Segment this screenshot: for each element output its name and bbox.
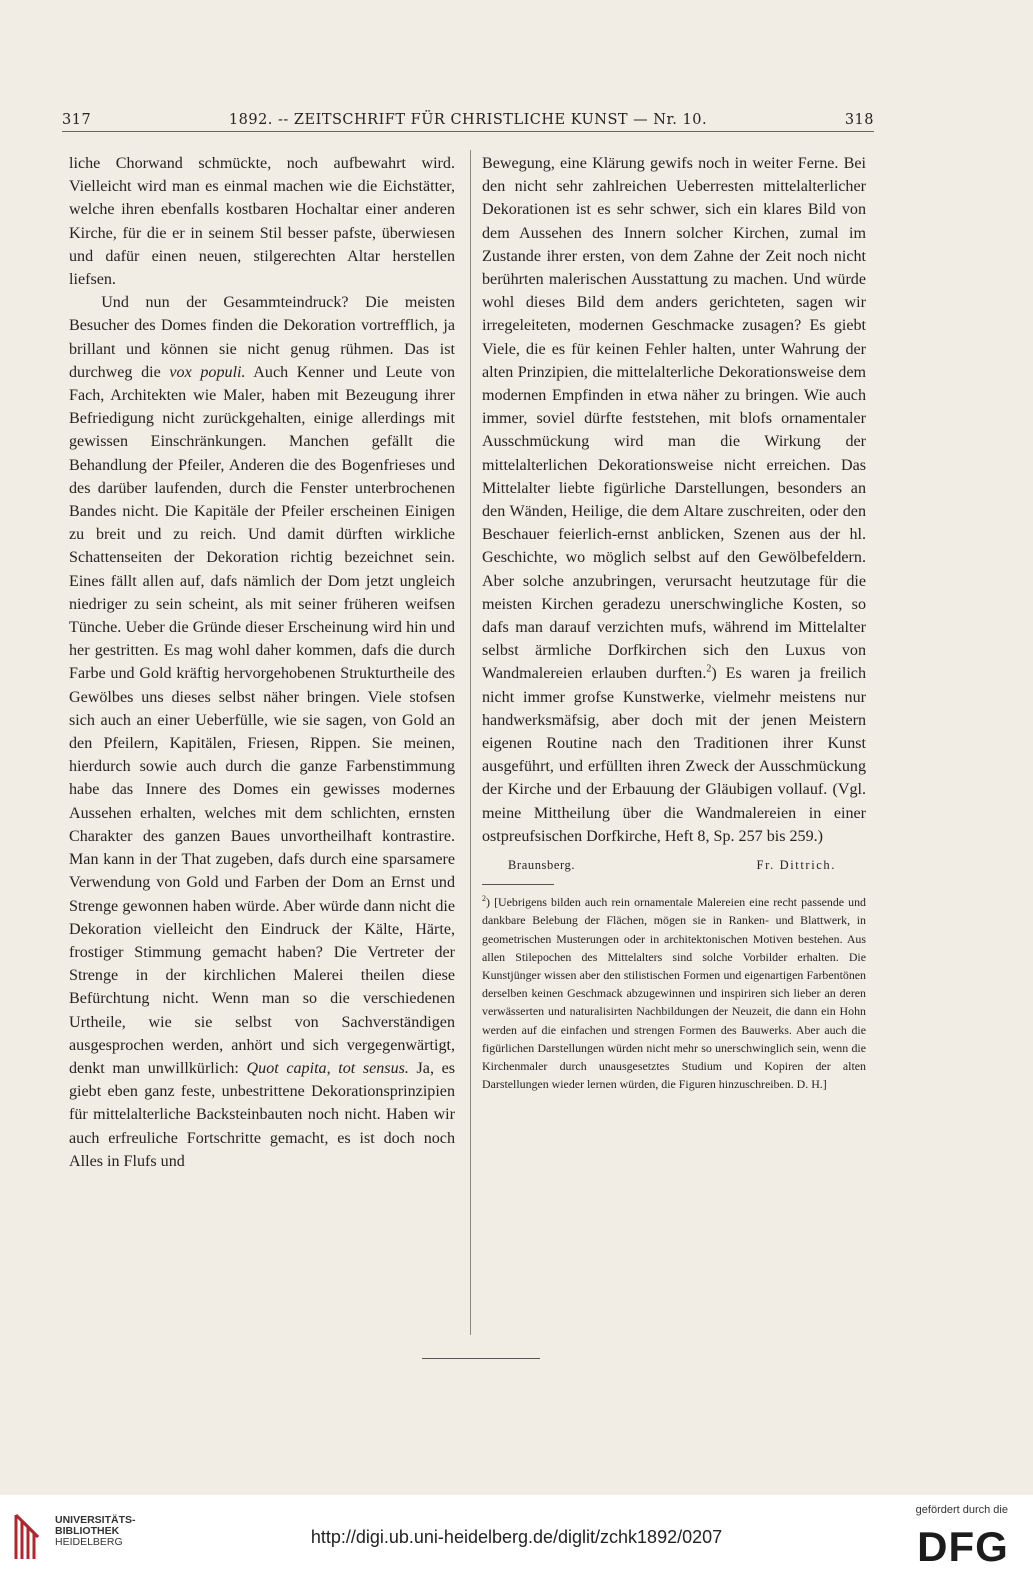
footnote: $^2$) [Uebrigens bilden auch rein ornamentale Malereien eine recht passende und dankbare Belebung der Flächen, mögen sie in Ranken- und Blattwerk, in geometrischen Musterungen oder in architektonischen Motiven bestehen. Aus allen Stilepochen des Mittelalters sind solche Vorbilder erhalten. Die Kunstjünger wissen aber den stilistischen Formen und eigenartigen Farbentönen derselben keinen Geschmack abzugewinnen und inspiriren sich lieber an deren verwässerten und naturalisirten Nachbildungen der Neuzeit, die dann ein Hohn werden auf die einfachen und strengen Formen des Bauwerks. Aber auch die figürlichen Darstellungen würden nicht mehr so unerschwinglich sein, wenn die Kirchenmaler durch unausgesetztes Studium und Kopiren der alten Darstellungen wieder lernen würden, die Figuren hinzuschreiben. D. H.] bbox=[482, 894, 866, 1092]
latin-phrase: Quot capita, tot sensus. bbox=[246, 1059, 409, 1077]
page-number-right: 318 bbox=[844, 112, 874, 128]
dfg-logo-text: DFG bbox=[917, 1523, 1009, 1567]
right-column bbox=[482, 152, 866, 1093]
digitization-footer bbox=[0, 1495, 1033, 1585]
footnote-rule bbox=[482, 884, 554, 885]
footnote-number: 2 bbox=[482, 894, 486, 904]
funded-by-label: gefördert durch die bbox=[915, 1504, 1008, 1516]
library-name: UNIVERSITÄTS- BIBLIOTHEK HEIDELBERG bbox=[55, 1514, 136, 1548]
page-number-left: 317 bbox=[62, 112, 92, 128]
running-header bbox=[62, 108, 874, 132]
header-rule bbox=[62, 131, 874, 132]
bottom-rule bbox=[422, 1358, 540, 1359]
column-divider bbox=[470, 150, 471, 1335]
latin-phrase: vox populi. bbox=[169, 363, 246, 381]
sign-author: Fr. Dittrich. bbox=[756, 858, 836, 873]
paragraph: Bewegung, eine Klärung gewifs noch in weiter Ferne. Bei den nicht sehr zahlreichen Ueberresten mittelalterlicher Dekorationen ist es sehr schwer, sich ein klares Bild von dem Aussehen des Innern solcher Kirchen, zumal im Zustande ihrer ersten, von dem Zahne der Zeit noch nicht berührten malerischen Ausstattung zu machen. Und würde wohl dieses Bild dem anders gerichteten, sagen wir irregeleiteten, modernen Geschmacke zusagen? Es giebt Viele, die es für keinen Fehler halten, unter Wahrung der alten Prinzipien, die mittelalterliche Dekorationsweise dem modernen Empfinden in etwa näher zu bringen. Wie auch immer, soviel dürfte feststehen, mit blofs ornamentaler Ausschmückung wird man die Wirkung der mittelalterlichen Dekorationsweise nicht erreichen. Das Mittelalter liebte figürliche Darstellungen, besonders an den Wänden, Heilige, die dem Altare zuschreiten, oder den Beschauer feierlich-ernst anblicken, Szenen aus der hl. Geschichte, wo möglich selbst auf den Gewölbefeldern. Aber solche anzubringen, verursacht heutzutage für die meisten Kirchen geradezu unerschwingliche Kosten, so dafs man darauf verzichten mufs, während im Mittelalter selbst ärmliche Dorfkirchen sich den Luxus von Wandmalereien erlauben durften.$^2$) Es waren ja freilich nicht immer grofse Kunstwerke, vielmehr meistens nur handwerksmäfsig, aber doch mit der jenen Meistern eigenen Routine nach den Traditionen ihrer Kunst ausgeführt, und erfüllten ihren Zweck der Ausschmückung der Kirche und der Erbauung der Gläubigen vollauf. (Vgl. meine Mittheilung über die Wandmalereien in einer ostpreufsischen Dorfkirche, Heft 8, Sp. 257 bis 259.) bbox=[482, 155, 866, 845]
footnote-ref[interactable]: 2 bbox=[706, 664, 712, 676]
signature-line bbox=[482, 850, 866, 874]
left-column bbox=[69, 152, 455, 1173]
paragraph: liche Chorwand schmückte, noch aufbewahrt wird. Vielleicht wird man es einmal machen wie die Eichstätter, welche ihren ebenfalls kostbaren Hochaltar einer anderen Kirche, für die er in seinem Stil besser pafste, überwiesen und dafür einen neuen, stilgerechten Altar herstellen liefsen. bbox=[69, 155, 455, 289]
journal-title: 1892. -- ZEITSCHRIFT FÜR CHRISTLICHE KUNST — Nr. 10. bbox=[228, 112, 708, 128]
dfg-logo-icon bbox=[917, 1523, 1009, 1567]
sign-place: Braunsberg. bbox=[508, 858, 576, 873]
permalink-url[interactable]: http://digi.ub.uni-heidelberg.de/diglit/zchk1892/0207 bbox=[310, 1527, 723, 1547]
paragraph: Und nun der Gesammteindruck? Die meisten Besucher des Domes finden die Dekoration vortrefflich, ja brillant und können sie nicht genug rühmen. Das ist durchweg die vox populi. Auch Kenner und Leute von Fach, Architekten wie Maler, haben mit Bezeugung ihrer Befriedigung nicht zurückgehalten, einige allerdings mit gewissen Einschränkungen. Manchen gefällt die Behandlung der Pfeiler, Anderen die des Bogenfrieses und des darüber laufenden, durch die Fenster unterbrochenen Bandes nicht. Die Kapitäle der Pfeiler erscheinen Einigen zu breit und zu reich. Und damit dürften wirkliche Schattenseiten der Dekoration richtig bezeichnet sein. Eines fällt allen auf, dafs nämlich der Dom jetzt ungleich niedriger zu sein scheint, als mit seiner früheren weifsen Tünche. Ueber die Gründe dieser Erscheinung wird hin und her gestritten. Es mag wohl daher kommen, dafs die durch Farbe und Gold kräftig hervorgehobenen Strukturtheile des Gewölbes uns dieses selbst näher bringen. Viele stofsen sich auch an einer Ueberfülle, wie sie sagen, von Gold an den Pfeilern, Kapitälen, Friesen, Rippen. Sie meinen, hierdurch sowie auch durch die ganze Farbenstimmung habe das Innere des Domes ein gewisses modernes Aussehen erhalten, welches mit dem schlichten, ernsten Charakter des ganzen Baues unvortheilhaft kontrastire. Man kann in der That zugeben, dafs durch eine sparsamere Verwendung von Gold und Farben der Dom an Ernst und Strenge gewonnen haben würde. Aber würde dann nicht die Dekoration vielleicht den Eindruck der Kälte, Härte, frostiger Stimmung gemacht haben? Die Vertreter der Strenge in der kirchlichen Malerei theilen diese Befürchtung nicht. Wenn man so die verschiedenen Urtheile, wie sie selbst von Sachverständigen ausgesprochen werden, anhört und sich vergegenwärtigt, denkt man unwillkürlich: Quot capita, tot sensus. Ja, es giebt eben ganz feste, unbestrittene Dekorationsprinzipien für mittelalterliche Backsteinbauten noch nicht. Haben wir auch erfreuliche Fortschritte gemacht, es ist doch noch Alles in Flufs und bbox=[69, 294, 455, 1170]
